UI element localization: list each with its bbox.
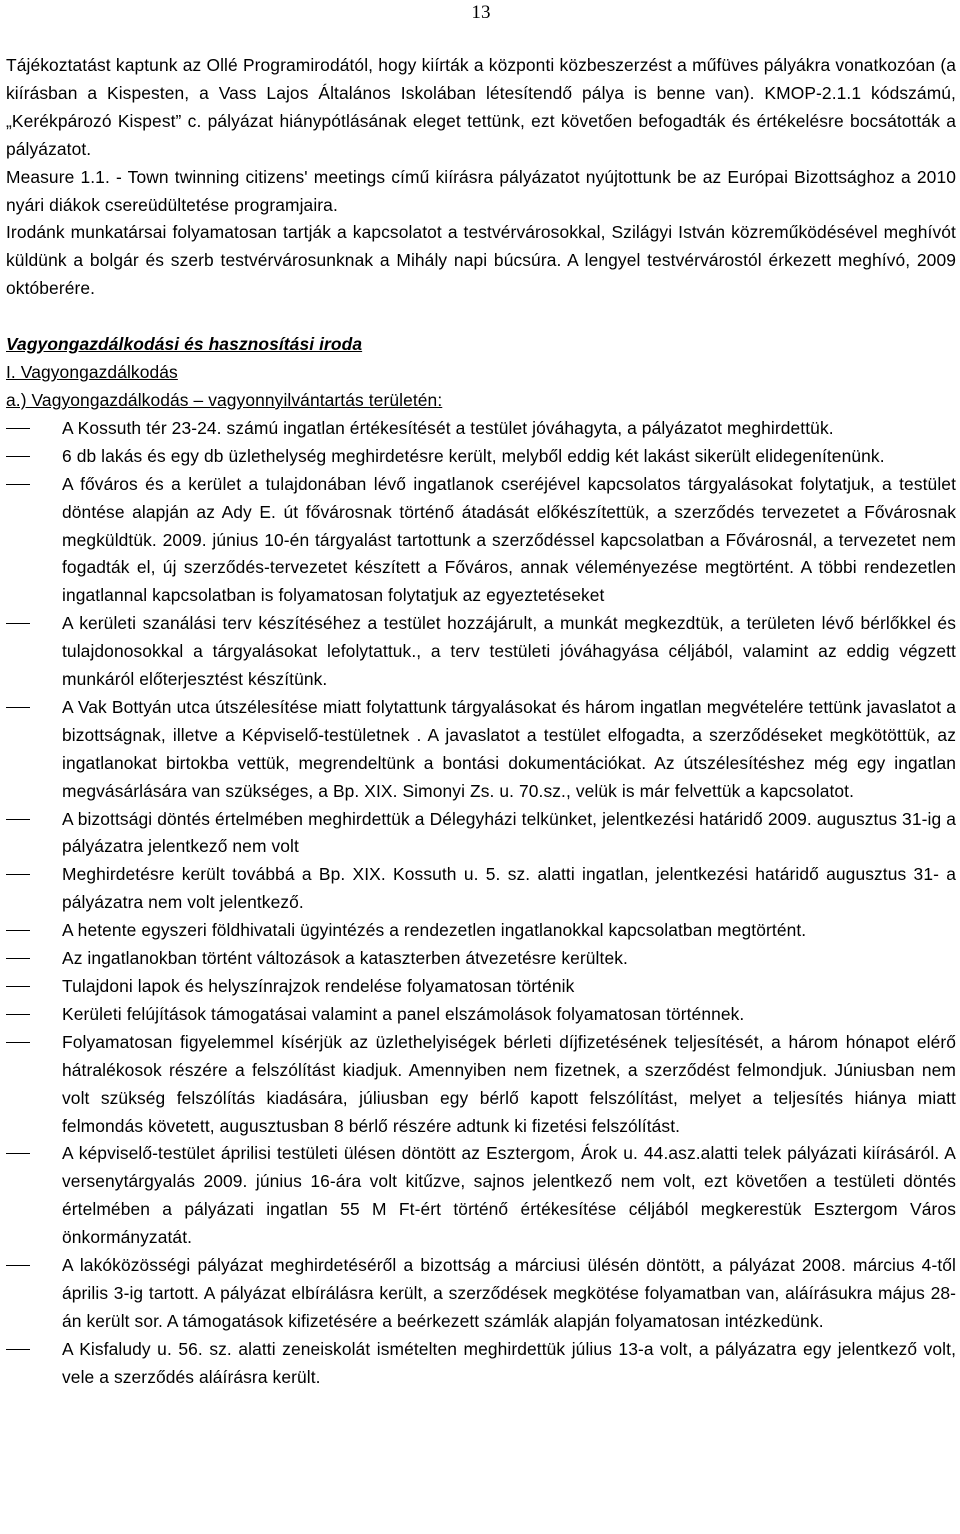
list-item-text: A hetente egyszeri földhivatali ügyintézés a rendezetlen ingatlanokkal kapcsolatban megtörtént. <box>62 920 807 941</box>
list-item <box>6 945 956 973</box>
section-title: Vagyongazdálkodási és hasznosítási iroda <box>6 334 363 355</box>
subsection-title: I. Vagyongazdálkodás <box>6 362 178 383</box>
dash-bullet-icon <box>6 819 30 820</box>
list-item-text: A Kossuth tér 23-24. számú ingatlan értékesítését a testület jóváhagyta, a pályázatot meghirdettük. <box>62 417 834 438</box>
list-item <box>6 694 956 806</box>
list-item <box>6 1252 956 1336</box>
list-item-text: A Vak Bottyán utca útszélesítése miatt folytattunk tárgyalásokat és három ingatlan megvételére tettünk javaslatot a bizottságnak, illetve a Képviselő-testületnek . A javaslatot a testület elfogadta, a szerződéseket megkötöttük, az ingatlanokat birtokba vettük, megrendeltünk a bontási dokumentációkat. Az útszélesítéshez még egy ingatlan megvásárlására van szükséges, a Bp. XIX. Simonyi Zs. u. 70.sz., velük is már felvettük a kapcsolatot. <box>62 696 956 801</box>
list-item <box>6 806 956 862</box>
dash-bullet-icon <box>6 1042 30 1043</box>
twinning-paragraph: Irodánk munkatársai folyamatosan tartják a kapcsolatot a testvérvárosokkal, Szilágyi István közreműködésével meghívót küldünk a bolgár és szerb testvérvárosunknak a Mihály napi búcsúra. A lengyel testvérvárostól érkezett meghívó, 2009 októberére. <box>6 222 956 299</box>
list-item <box>6 861 956 917</box>
dash-bullet-icon <box>6 986 30 987</box>
list-item-text: A kerületi szanálási terv készítéséhez a testület hozzájárult, a munkát megkezdtük, a területen lévő bérlőkkel és tulajdonosokkal a tárgyalásokat lefolytattuk., a terv testületi jóváhagyása céljából, valamint az eddig végzett munkáról előterjesztést készítünk. <box>62 613 956 690</box>
dash-bullet-icon <box>6 1153 30 1154</box>
list-item-text: A lakóközösségi pályázat meghirdetéséről a bizottság a márciusi ülésén döntött, a pályázat 2008. március 4-től április 3-ig tartott. A pályázat elbírálásra került, a szerződések megkötése folyamatban van, aláírásukra május 28-án került sor. A támogatások kifizetésére a beérkezett számlák alapján folyamatosan intézkedünk. <box>62 1255 956 1331</box>
list-item-text: Az ingatlanokban történt változások a kataszterben átvezetésre kerültek. <box>62 948 628 969</box>
bullet-list <box>6 415 956 1392</box>
list-item <box>6 415 956 443</box>
dash-bullet-icon <box>6 428 30 429</box>
list-item-text: Kerületi felújítások támogatásai valamint a panel elszámolások folyamatosan történnek. <box>62 1003 745 1024</box>
list-item <box>6 1029 956 1141</box>
list-item-text: A képviselő-testület áprilisi testületi ülésen döntött az Esztergom, Árok u. 44.asz.alatti telek pályázati kiírásáról. A versenytárgyalás 2009. június 16-ára volt kitűzve, sajnos jelentkező nem volt, ezt követően a testületi döntés értelmében a pályázati ingatlan 55 M Ft-ért történő értékesítése céljából megkerestük Esztergom Város önkormányzatát. <box>62 1143 956 1248</box>
dash-bullet-icon <box>6 456 30 457</box>
list-item <box>6 1001 956 1029</box>
list-item-text: Folyamatosan figyelemmel kísérjük az üzlethelyiségek bérleti díjfizetésének teljesítését, a három hónapot elérő hátralékosok részére a felszólítást kiadjuk. Amennyiben nem fizetnek, a szerződést felmondjuk. Júniusban nem volt szükség felszólítás kiadására, júliusban egy bérlő kapott felszólítást, melyet a teljesítés hiánya miatt felmondás követett, augusztusban 8 bérlő részére adtunk ki fizetési felszólítást. <box>62 1031 956 1136</box>
page-number: 13 <box>471 2 491 23</box>
list-item <box>6 1336 956 1392</box>
list-item-text: A Kisfaludy u. 56. sz. alatti zeneiskolát ismételten meghirdettük július 13-a volt, a pályázatra egy jelentkező volt, vele a szerződés aláírásra került. <box>62 1338 956 1387</box>
list-item <box>6 917 956 945</box>
list-item-text: Tulajdoni lapok és helyszínrajzok rendelése folyamatosan történik <box>62 976 575 996</box>
list-item <box>6 973 956 1001</box>
spacer <box>6 303 956 331</box>
list-item <box>6 443 956 471</box>
list-item-text: A bizottsági döntés értelmében meghirdettük a Délegyházi telkünket, jelentkezési határidő 2009. augusztus 31-ig a pályázatra jelentkező nem volt <box>62 808 956 857</box>
dash-bullet-icon <box>6 1349 30 1350</box>
list-item <box>6 1140 956 1252</box>
measure-paragraph: Measure 1.1. - Town twinning citizens' meetings című kiírásra pályázatot nyújtottunk be az Európai Bizottsághoz a 2010 nyári diákok csereüdültetése programjaira. <box>6 166 956 215</box>
dash-bullet-icon <box>6 874 30 875</box>
dash-bullet-icon <box>6 623 30 624</box>
list-item <box>6 471 956 611</box>
intro-paragraph: Tájékoztatást kaptunk az Ollé Programirodától, hogy kiírták a központi közbeszerzést a műfüves pályákra vonatkozóan (a kiírásban a Kispesten, a Vass Lajos Általános Iskolában létesítendő pálya is benne van). KMOP-2.1.1 kódszámú, „Kerékpározó Kispest” c. pályázat hiánypótlásának eleget tettünk, ezt követően befogadták és értékelésre bocsátották a pályázatot. <box>6 55 956 159</box>
list-item-text: 6 db lakás és egy db üzlethelység meghirdetésre került, melyből eddig két lakást sikerült elidegenítenünk. <box>62 445 885 466</box>
subsubsection-title: a.) Vagyongazdálkodás – vagyonnyilvántartás területén: <box>6 389 443 410</box>
list-item-text: Meghirdetésre került továbbá a Bp. XIX. Kossuth u. 5. sz. alatti ingatlan, jelentkezési határidő augusztus 31- a pályázatra nem volt jelentkező. <box>62 864 956 913</box>
dash-bullet-icon <box>6 707 30 708</box>
dash-bullet-icon <box>6 1265 30 1266</box>
dash-bullet-icon <box>6 958 30 959</box>
list-item <box>6 610 956 694</box>
document-body <box>6 52 956 1392</box>
dash-bullet-icon <box>6 484 30 485</box>
list-item-text: A főváros és a kerület a tulajdonában lévő ingatlanok cseréjével kapcsolatos tárgyalásokat folytatjuk, a testület döntése alapján az Ady E. út fővárosnak történő átadását előkészítettük, a szerződés tervezetet a Fővárosnak megküldtük. 2009. június 10-én tárgyalást tartottunk a szerződéssel kapcsolatban a Fővárosnál, a tervezetet nem fogadták el, új szerződés-tervezetet készített a Főváros, annak véleményezése megtörtént. A többi rendezetlen ingatlannal kapcsolatban is folyamatosan folytatjuk az egyeztetéseket <box>62 473 956 606</box>
dash-bullet-icon <box>6 1014 30 1015</box>
dash-bullet-icon <box>6 930 30 931</box>
